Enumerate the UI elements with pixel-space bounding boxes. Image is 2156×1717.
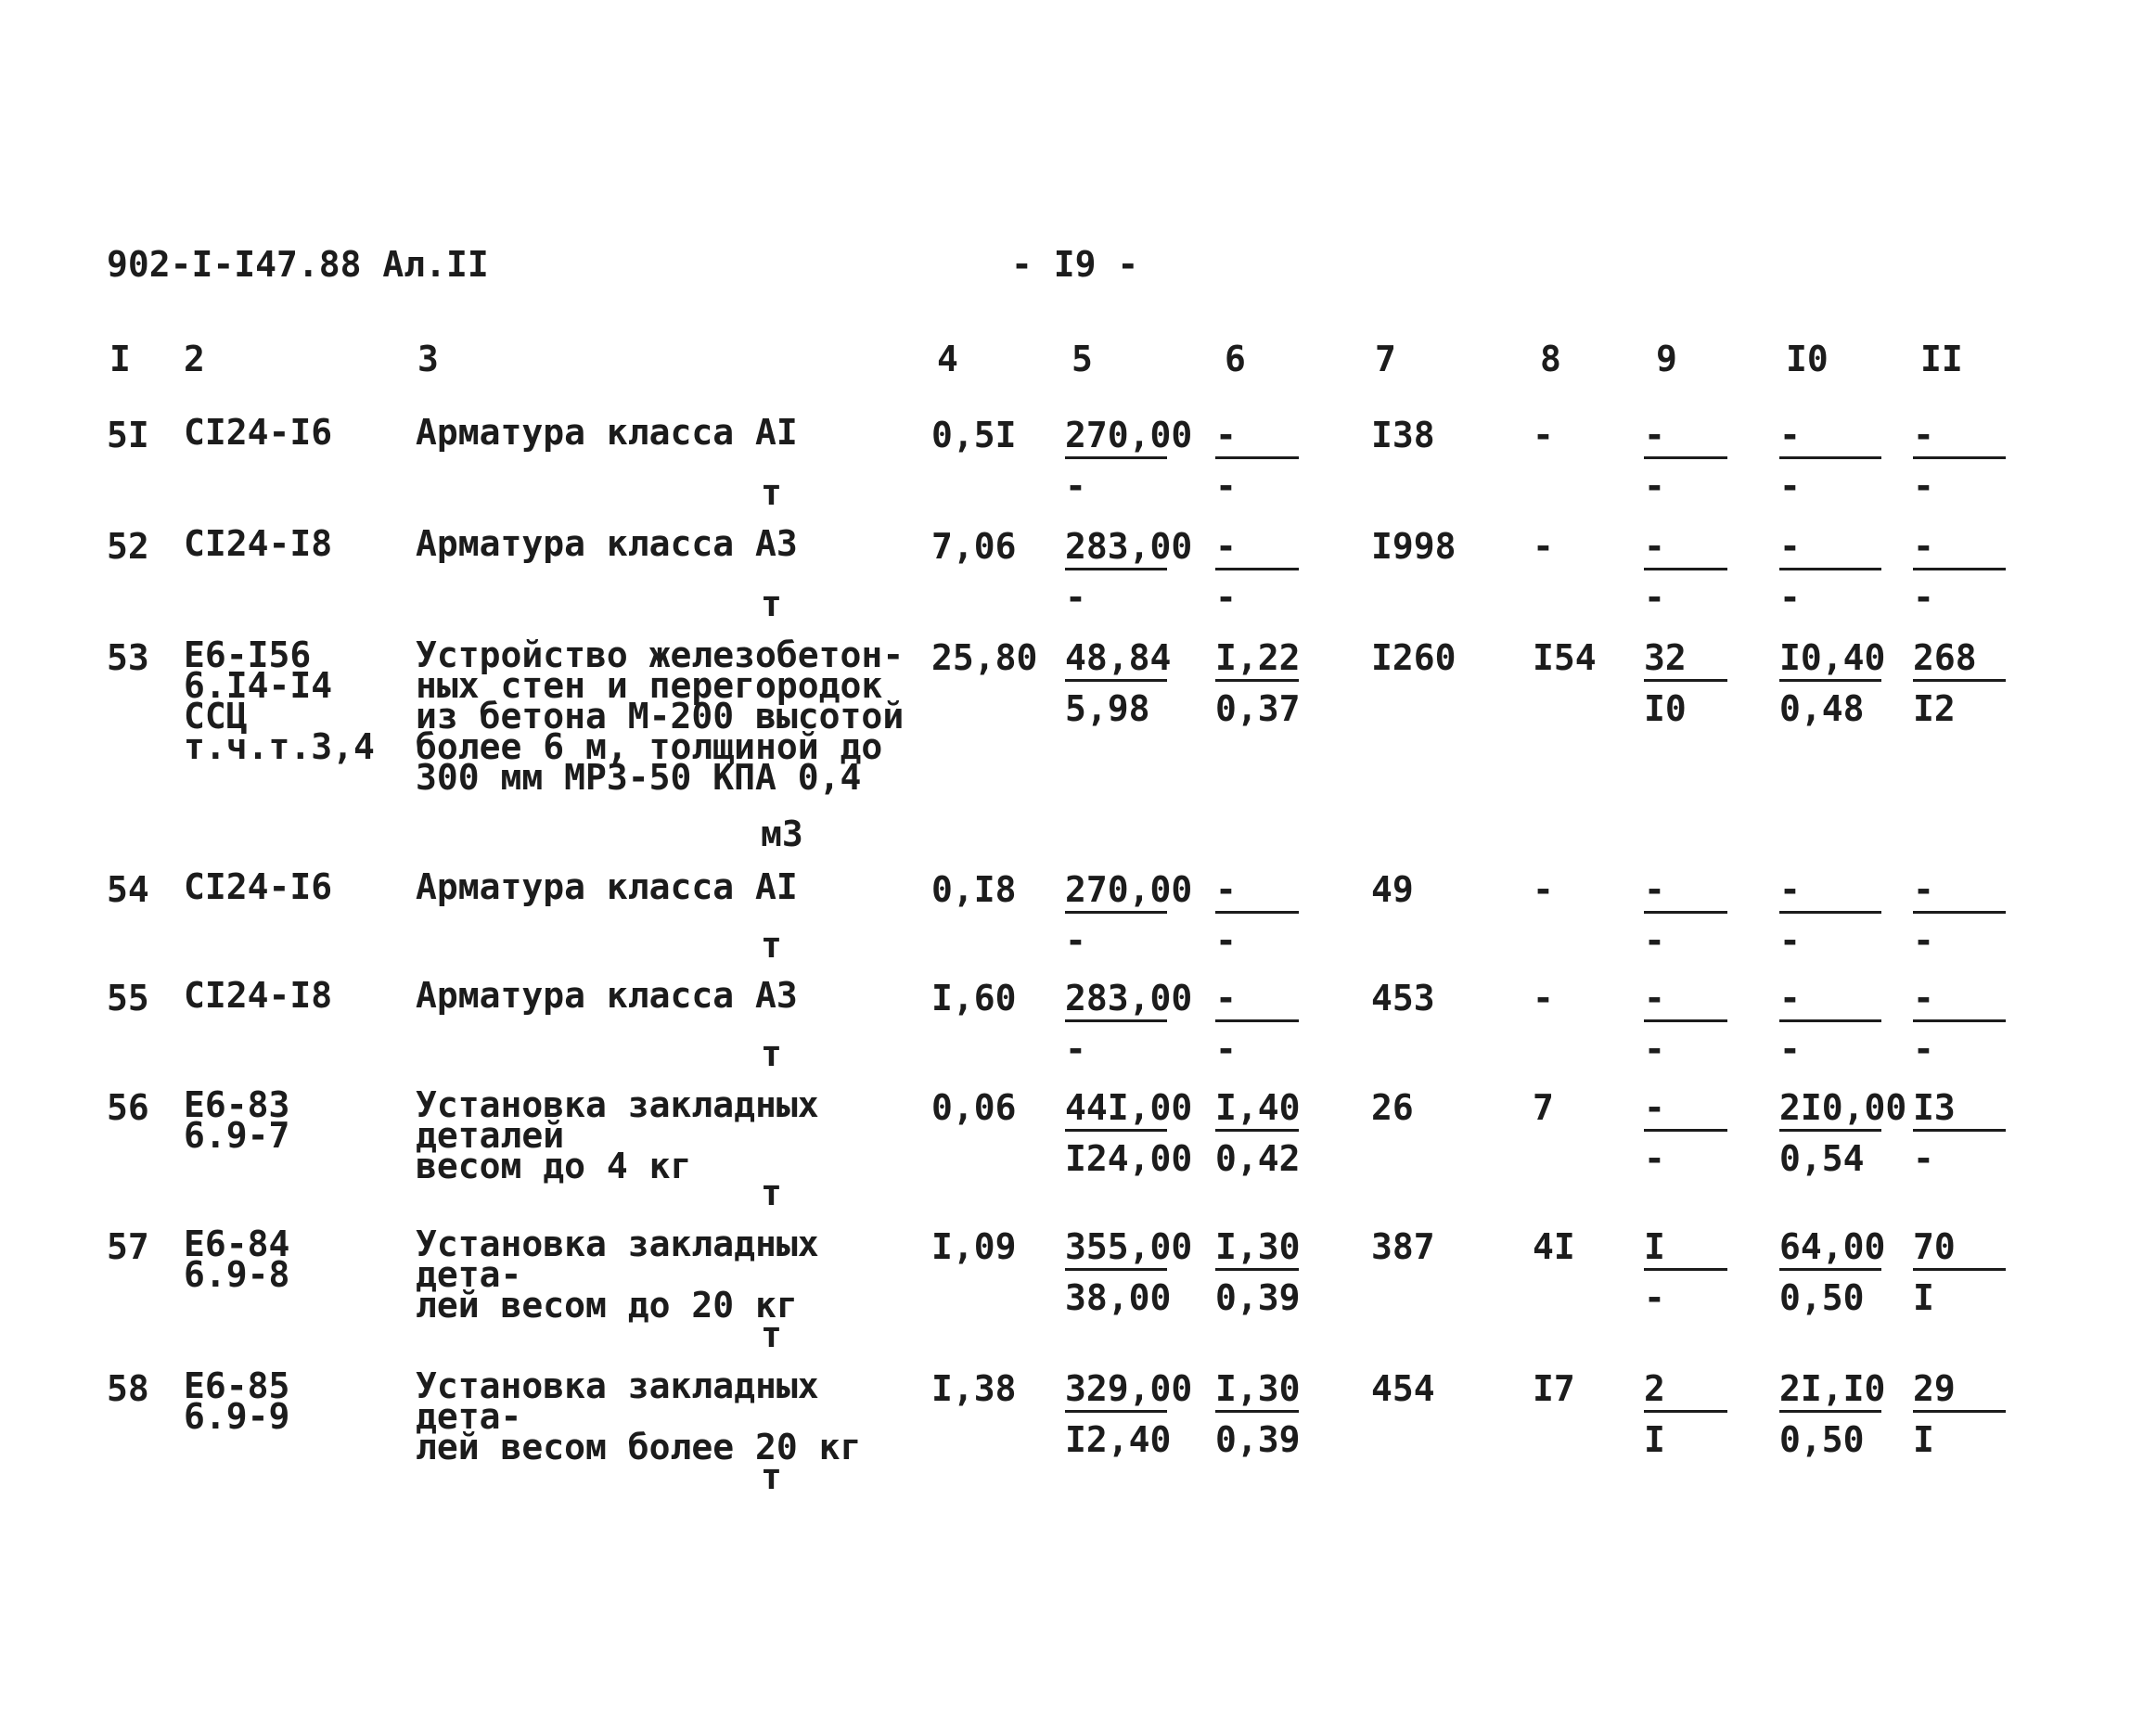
labor-total bbox=[1913, 417, 2006, 504]
fraction-bottom: - bbox=[1215, 577, 1237, 618]
wages: - bbox=[1533, 978, 1554, 1019]
column-numbers-row bbox=[0, 341, 2156, 388]
row-number: 57 bbox=[107, 1226, 149, 1267]
fraction-top: - bbox=[1644, 980, 1727, 1022]
fraction-top: - bbox=[1913, 529, 2006, 570]
fraction-top: I bbox=[1644, 1229, 1727, 1271]
fraction-bottom: - bbox=[1644, 577, 1665, 618]
unit-cost bbox=[1065, 637, 1172, 729]
unit: т bbox=[761, 925, 782, 966]
row-number: 5I bbox=[107, 415, 149, 455]
fraction-top: - bbox=[1913, 417, 2006, 459]
machine-cost bbox=[1644, 1226, 1727, 1318]
fraction-top: 270,00 bbox=[1065, 872, 1167, 914]
norm-code: CI24-I6 bbox=[184, 866, 333, 907]
machine-cost bbox=[1644, 1368, 1727, 1460]
column-number: I0 bbox=[1786, 339, 1829, 379]
fraction-bottom: - bbox=[1065, 920, 1086, 961]
fraction-bottom: 0,50 bbox=[1779, 1277, 1865, 1318]
fraction-bottom: - bbox=[1215, 920, 1237, 961]
norm-code: CI24-I8 bbox=[184, 523, 333, 564]
fraction-top: - bbox=[1644, 529, 1727, 570]
labor-total bbox=[1913, 637, 2006, 729]
column-number: 7 bbox=[1375, 339, 1396, 379]
row-number: 56 bbox=[107, 1087, 149, 1128]
row-number: 58 bbox=[107, 1368, 149, 1409]
total-cost: I260 bbox=[1371, 637, 1457, 678]
machine-cost bbox=[1644, 417, 1727, 504]
labor-unit bbox=[1779, 417, 1881, 504]
machine-cost bbox=[1644, 978, 1727, 1070]
fraction-top: 268 bbox=[1913, 640, 2006, 682]
wages: 4I bbox=[1533, 1226, 1575, 1267]
fraction-top: 283,00 bbox=[1065, 980, 1167, 1022]
fraction-top: - bbox=[1644, 1090, 1727, 1132]
fraction-bottom: - bbox=[1913, 1138, 1934, 1179]
unit-cost bbox=[1065, 869, 1193, 961]
labor-unit bbox=[1779, 869, 1881, 961]
fraction-top: - bbox=[1779, 980, 1881, 1022]
coefficient bbox=[1215, 417, 1299, 504]
coefficient bbox=[1215, 637, 1301, 729]
column-number: 6 bbox=[1225, 339, 1246, 379]
machine-cost bbox=[1644, 526, 1727, 618]
labor-total bbox=[1913, 869, 2006, 961]
coefficient bbox=[1215, 869, 1299, 961]
unit: т bbox=[761, 583, 782, 624]
unit-cost bbox=[1065, 1226, 1193, 1318]
quantity: 25,80 bbox=[931, 637, 1038, 678]
coefficient bbox=[1215, 526, 1299, 618]
fraction-bottom: - bbox=[1065, 577, 1086, 618]
fraction-bottom: - bbox=[1913, 920, 1934, 961]
coefficient bbox=[1215, 978, 1299, 1070]
labor-unit bbox=[1779, 1226, 1886, 1318]
unit-cost bbox=[1065, 1087, 1193, 1179]
work-description: Арматура класса А3 bbox=[416, 975, 798, 1016]
fraction-bottom: - bbox=[1215, 1029, 1237, 1070]
fraction-bottom: - bbox=[1913, 466, 1934, 506]
fraction-bottom: - bbox=[1779, 577, 1801, 618]
total-cost: 453 bbox=[1371, 978, 1435, 1019]
coefficient bbox=[1215, 1226, 1301, 1318]
row-number: 55 bbox=[107, 978, 149, 1019]
labor-total bbox=[1913, 526, 2006, 618]
wages: - bbox=[1533, 869, 1554, 910]
labor-total bbox=[1913, 978, 2006, 1070]
total-cost: I998 bbox=[1371, 526, 1457, 567]
document-code: 902-I-I47.88 Ал.II bbox=[107, 244, 489, 285]
fraction-bottom: - bbox=[1779, 466, 1801, 506]
fraction-top: 48,84 bbox=[1065, 640, 1167, 682]
work-description: Арматура класса AI bbox=[416, 866, 798, 907]
column-number: II bbox=[1920, 339, 1963, 379]
fraction-top: I,22 bbox=[1215, 640, 1299, 682]
column-number: 5 bbox=[1072, 339, 1093, 379]
wages: - bbox=[1533, 526, 1554, 567]
fraction-bottom: - bbox=[1065, 466, 1086, 506]
fraction-bottom: I24,00 bbox=[1065, 1138, 1193, 1179]
work-description: Устройство железобетон- ных стен и перегородок из бетона М-200 высотой более 6 м, толщиной до 300 мм МРЗ-50 КПА 0,4 bbox=[416, 634, 905, 798]
fraction-top: 44I,00 bbox=[1065, 1090, 1167, 1132]
fraction-top: 329,00 bbox=[1065, 1371, 1167, 1413]
unit: т bbox=[761, 472, 782, 513]
column-number: 3 bbox=[417, 339, 439, 379]
fraction-bottom: 5,98 bbox=[1065, 688, 1150, 729]
column-number: I bbox=[109, 339, 131, 379]
fraction-bottom: - bbox=[1215, 466, 1237, 506]
quantity: 0,5I bbox=[931, 415, 1017, 455]
machine-cost bbox=[1644, 1087, 1727, 1179]
fraction-bottom: - bbox=[1065, 1029, 1086, 1070]
fraction-top: - bbox=[1779, 417, 1881, 459]
fraction-top: 2I0,00 bbox=[1779, 1090, 1881, 1132]
fraction-top: 2 bbox=[1644, 1371, 1727, 1413]
unit-cost bbox=[1065, 415, 1193, 506]
wages: I7 bbox=[1533, 1368, 1575, 1409]
fraction-bottom: 0,54 bbox=[1779, 1138, 1865, 1179]
fraction-top: - bbox=[1215, 872, 1299, 914]
fraction-top: - bbox=[1779, 872, 1881, 914]
unit: т bbox=[761, 1456, 782, 1497]
fraction-top: I,30 bbox=[1215, 1371, 1299, 1413]
wages: 7 bbox=[1533, 1087, 1554, 1128]
quantity: I,09 bbox=[931, 1226, 1017, 1267]
norm-code: Е6-84 6.9-8 bbox=[184, 1224, 290, 1295]
unit: т bbox=[761, 1172, 782, 1213]
labor-total bbox=[1913, 1368, 2006, 1460]
page-number: - I9 - bbox=[1011, 244, 1139, 285]
column-number: 8 bbox=[1540, 339, 1561, 379]
work-description: Арматура класса А3 bbox=[416, 523, 798, 564]
fraction-top: 32 bbox=[1644, 640, 1727, 682]
coefficient bbox=[1215, 1087, 1301, 1179]
fraction-bottom: I bbox=[1644, 1419, 1665, 1460]
unit: т bbox=[761, 1314, 782, 1355]
fraction-top: 64,00 bbox=[1779, 1229, 1881, 1271]
fraction-top: 29 bbox=[1913, 1371, 2006, 1413]
work-description: Установка закладных деталей весом до 4 кг bbox=[416, 1084, 819, 1186]
fraction-top: - bbox=[1215, 980, 1299, 1022]
fraction-top: - bbox=[1644, 417, 1727, 459]
fraction-top: 2I,I0 bbox=[1779, 1371, 1881, 1413]
labor-unit bbox=[1779, 637, 1886, 729]
fraction-top: 270,00 bbox=[1065, 417, 1167, 459]
norm-code: CI24-I6 bbox=[184, 412, 333, 453]
fraction-bottom: I2,40 bbox=[1065, 1419, 1172, 1460]
norm-code: Е6-83 6.9-7 bbox=[184, 1084, 290, 1156]
labor-unit bbox=[1779, 978, 1881, 1070]
norm-code: Е6-I56 6.I4-I4 ССЦ т.ч.т.3,4 bbox=[184, 634, 375, 767]
unit-cost bbox=[1065, 1368, 1193, 1460]
fraction-bottom: - bbox=[1779, 920, 1801, 961]
labor-unit bbox=[1779, 1087, 1907, 1179]
fraction-top: - bbox=[1779, 529, 1881, 570]
labor-unit bbox=[1779, 526, 1881, 618]
fraction-top: - bbox=[1644, 872, 1727, 914]
work-description: Установка закладных дета- лей весом более 20 кг bbox=[416, 1365, 862, 1467]
machine-cost bbox=[1644, 869, 1727, 961]
total-cost: I38 bbox=[1371, 415, 1435, 455]
row-number: 52 bbox=[107, 526, 149, 567]
fraction-bottom: 0,48 bbox=[1779, 688, 1865, 729]
fraction-top: 70 bbox=[1913, 1229, 2006, 1271]
total-cost: 387 bbox=[1371, 1226, 1435, 1267]
fraction-bottom: - bbox=[1913, 1029, 1934, 1070]
fraction-bottom: - bbox=[1644, 1277, 1665, 1318]
total-cost: 454 bbox=[1371, 1368, 1435, 1409]
row-number: 53 bbox=[107, 637, 149, 678]
fraction-bottom: 0,37 bbox=[1215, 688, 1301, 729]
fraction-top: I,30 bbox=[1215, 1229, 1299, 1271]
fraction-bottom: 0,50 bbox=[1779, 1419, 1865, 1460]
unit: м3 bbox=[761, 814, 803, 854]
fraction-bottom: 0,42 bbox=[1215, 1138, 1301, 1179]
machine-cost bbox=[1644, 637, 1727, 729]
quantity: 0,I8 bbox=[931, 869, 1017, 910]
quantity: I,38 bbox=[931, 1368, 1017, 1409]
column-number: 2 bbox=[184, 339, 205, 379]
fraction-bottom: I bbox=[1913, 1277, 1934, 1318]
fraction-bottom: I bbox=[1913, 1419, 1934, 1460]
quantity: 0,06 bbox=[931, 1087, 1017, 1128]
fraction-bottom: - bbox=[1644, 1029, 1665, 1070]
labor-unit bbox=[1779, 1368, 1886, 1460]
fraction-bottom: 0,39 bbox=[1215, 1419, 1301, 1460]
unit: т bbox=[761, 1033, 782, 1074]
work-description: Арматура класса AI bbox=[416, 412, 798, 453]
fraction-top: - bbox=[1913, 872, 2006, 914]
fraction-bottom: I0 bbox=[1644, 688, 1687, 729]
unit-cost bbox=[1065, 526, 1193, 618]
norm-code: Е6-85 6.9-9 bbox=[184, 1365, 290, 1437]
fraction-bottom: 0,39 bbox=[1215, 1277, 1301, 1318]
fraction-bottom: - bbox=[1913, 577, 1934, 618]
labor-total bbox=[1913, 1226, 2006, 1318]
norm-code: CI24-I8 bbox=[184, 975, 333, 1016]
column-number: 4 bbox=[937, 339, 958, 379]
quantity: 7,06 bbox=[931, 526, 1017, 567]
fraction-top: 355,00 bbox=[1065, 1229, 1167, 1271]
wages: I54 bbox=[1533, 637, 1597, 678]
column-number: 9 bbox=[1656, 339, 1677, 379]
fraction-bottom: - bbox=[1644, 920, 1665, 961]
labor-total bbox=[1913, 1087, 2006, 1179]
fraction-bottom: I2 bbox=[1913, 688, 1956, 729]
fraction-top: 283,00 bbox=[1065, 529, 1167, 570]
fraction-bottom: 38,00 bbox=[1065, 1277, 1172, 1318]
total-cost: 49 bbox=[1371, 869, 1414, 910]
work-description: Установка закладных дета- лей весом до 20 кг bbox=[416, 1224, 819, 1326]
fraction-bottom: - bbox=[1644, 466, 1665, 506]
wages: - bbox=[1533, 415, 1554, 455]
fraction-top: I3 bbox=[1913, 1090, 2006, 1132]
coefficient bbox=[1215, 1368, 1301, 1460]
fraction-bottom: - bbox=[1779, 1029, 1801, 1070]
fraction-bottom: - bbox=[1644, 1138, 1665, 1179]
fraction-top: - bbox=[1215, 529, 1299, 570]
fraction-top: I,40 bbox=[1215, 1090, 1299, 1132]
quantity: I,60 bbox=[931, 978, 1017, 1019]
unit-cost bbox=[1065, 978, 1193, 1070]
fraction-top: - bbox=[1215, 417, 1299, 459]
fraction-top: - bbox=[1913, 980, 2006, 1022]
total-cost: 26 bbox=[1371, 1087, 1414, 1128]
fraction-top: I0,40 bbox=[1779, 640, 1881, 682]
row-number: 54 bbox=[107, 869, 149, 910]
